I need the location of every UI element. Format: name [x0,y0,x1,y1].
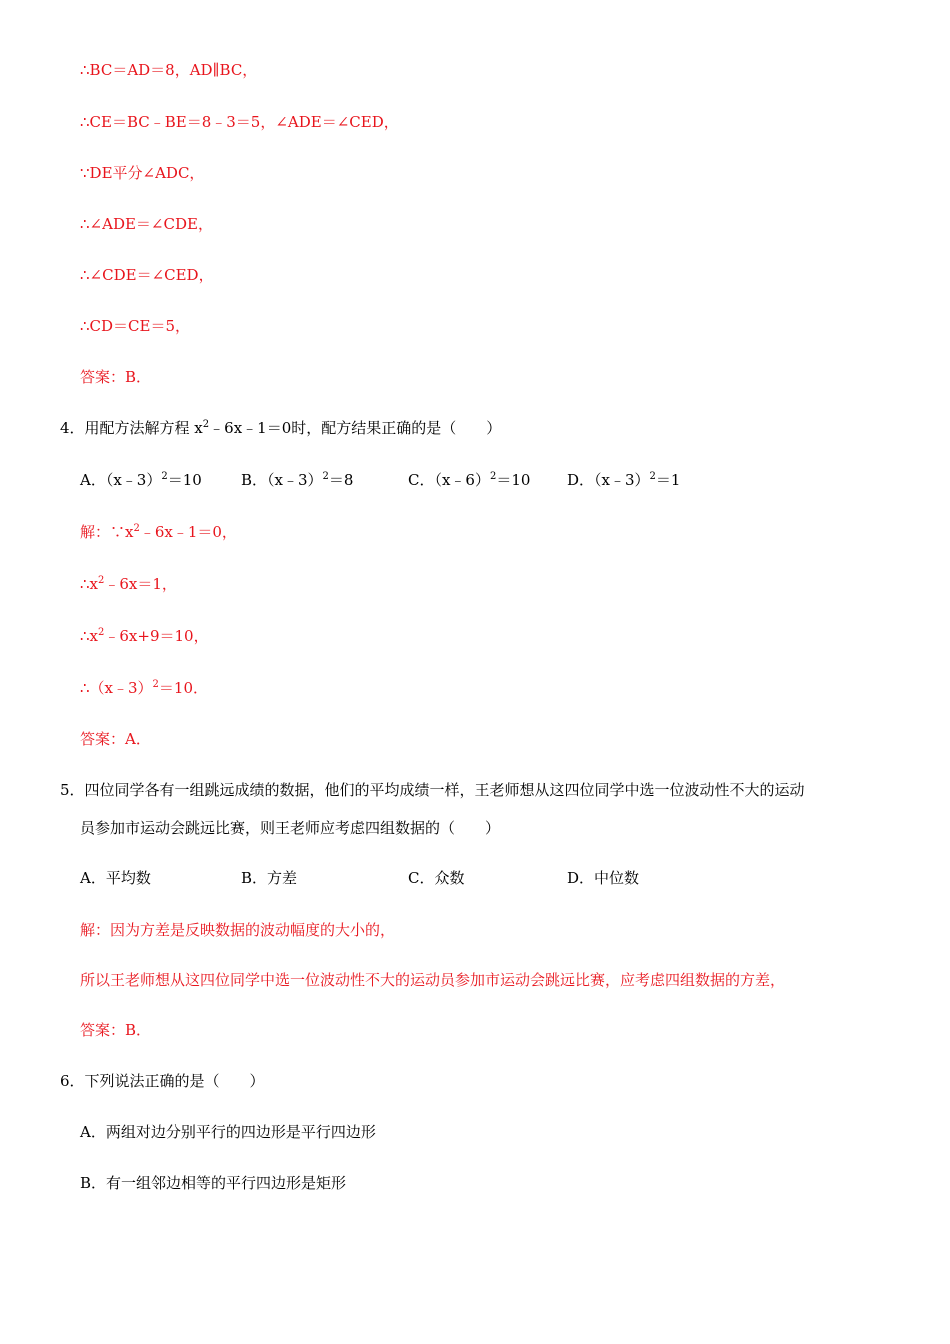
sol-text: ∴x [80,627,99,645]
exponent: 2 [322,471,329,482]
q5-solution-line-2: 所以王老师想从这四位同学中选一位波动性不大的运动员参加市运动会跳远比赛，应考虑四组数据的方差， [80,971,786,989]
q4-option-d [567,470,680,490]
q4-option-c [408,470,530,490]
exponent: 2 [98,627,105,638]
option-text: C．（x﹣6） [408,471,490,489]
q4-solution-line-1 [80,522,237,542]
stem-part-b: ﹣6x﹣1＝0时，配方结果正确的是（ ） [209,419,502,437]
answer-q4: 答案：A． [80,730,151,748]
question-5-stem-line-2: 员参加市运动会跳远比赛，则王老师应考虑四组数据的（ ） [80,819,501,837]
option-text: A．（x﹣3） [80,471,162,489]
solution-line-3: ∵DE平分∠ADC， [80,164,205,182]
answer-q3: 答案：B． [80,368,152,386]
q4-solution-line-4 [80,678,208,698]
q5-option-a: A．平均数 [80,869,151,887]
exponent: 2 [98,575,105,586]
exponent: 2 [161,471,168,482]
exponent: 2 [202,419,210,430]
question-4-stem [60,418,501,438]
exponent: 2 [152,679,159,690]
sol-text: ＝10． [158,679,209,697]
exponent: 2 [649,471,656,482]
q5-solution-line-1: 解：因为方差是反映数据的波动幅度的大小的， [80,921,396,939]
q4-option-b [241,470,353,490]
exponent: 2 [133,523,140,534]
option-text: D．（x﹣3） [567,471,650,489]
option-value: ＝8 [328,471,354,489]
q4-solution-line-3 [80,626,209,646]
stem-part-a: 4．用配方法解方程 x [60,419,203,437]
exponent: 2 [489,471,497,482]
option-value: ＝1 [655,471,681,489]
solution-line-6: ∴CD＝CE＝5， [80,317,191,335]
q4-solution-line-2 [80,574,177,594]
solution-line-2: ∴CE＝BC﹣BE＝8﹣3＝5，∠ADE＝∠CED， [80,113,399,131]
q5-option-c: C．众数 [408,869,465,887]
option-value: ＝10 [496,471,531,489]
q4-option-a [80,470,202,490]
q5-option-d: D．中位数 [567,869,640,887]
q6-option-b: B．有一组邻边相等的平行四边形是矩形 [80,1174,347,1192]
solution-line-5: ∴∠CDE＝∠CED， [80,266,214,284]
q5-option-b: B．方差 [241,869,298,887]
answer-q5: 答案：B． [80,1021,152,1039]
sol-text: ∴（x﹣3） [80,679,153,697]
sol-text: ﹣6x＝1， [104,575,177,593]
solution-line-4: ∴∠ADE＝∠CDE， [80,215,213,233]
sol-text: ﹣6x+9＝10， [104,627,209,645]
question-5-stem-line-1: 5．四位同学各有一组跳远成绩的数据，他们的平均成绩一样，王老师想从这四位同学中选一位波动性不大的运动 [60,781,805,799]
sol-text: ∴x [80,575,99,593]
sol-text: ﹣6x﹣1＝0， [139,523,237,541]
option-value: ＝10 [167,471,202,489]
question-6-stem: 6．下列说法正确的是（ ） [60,1072,265,1090]
solution-line-1: ∴BC＝AD＝8，AD∥BC， [80,61,258,79]
sol-text: 解：∵x [80,523,134,541]
q6-option-a: A．两组对边分别平行的四边形是平行四边形 [80,1123,376,1141]
option-text: B．（x﹣3） [241,471,323,489]
